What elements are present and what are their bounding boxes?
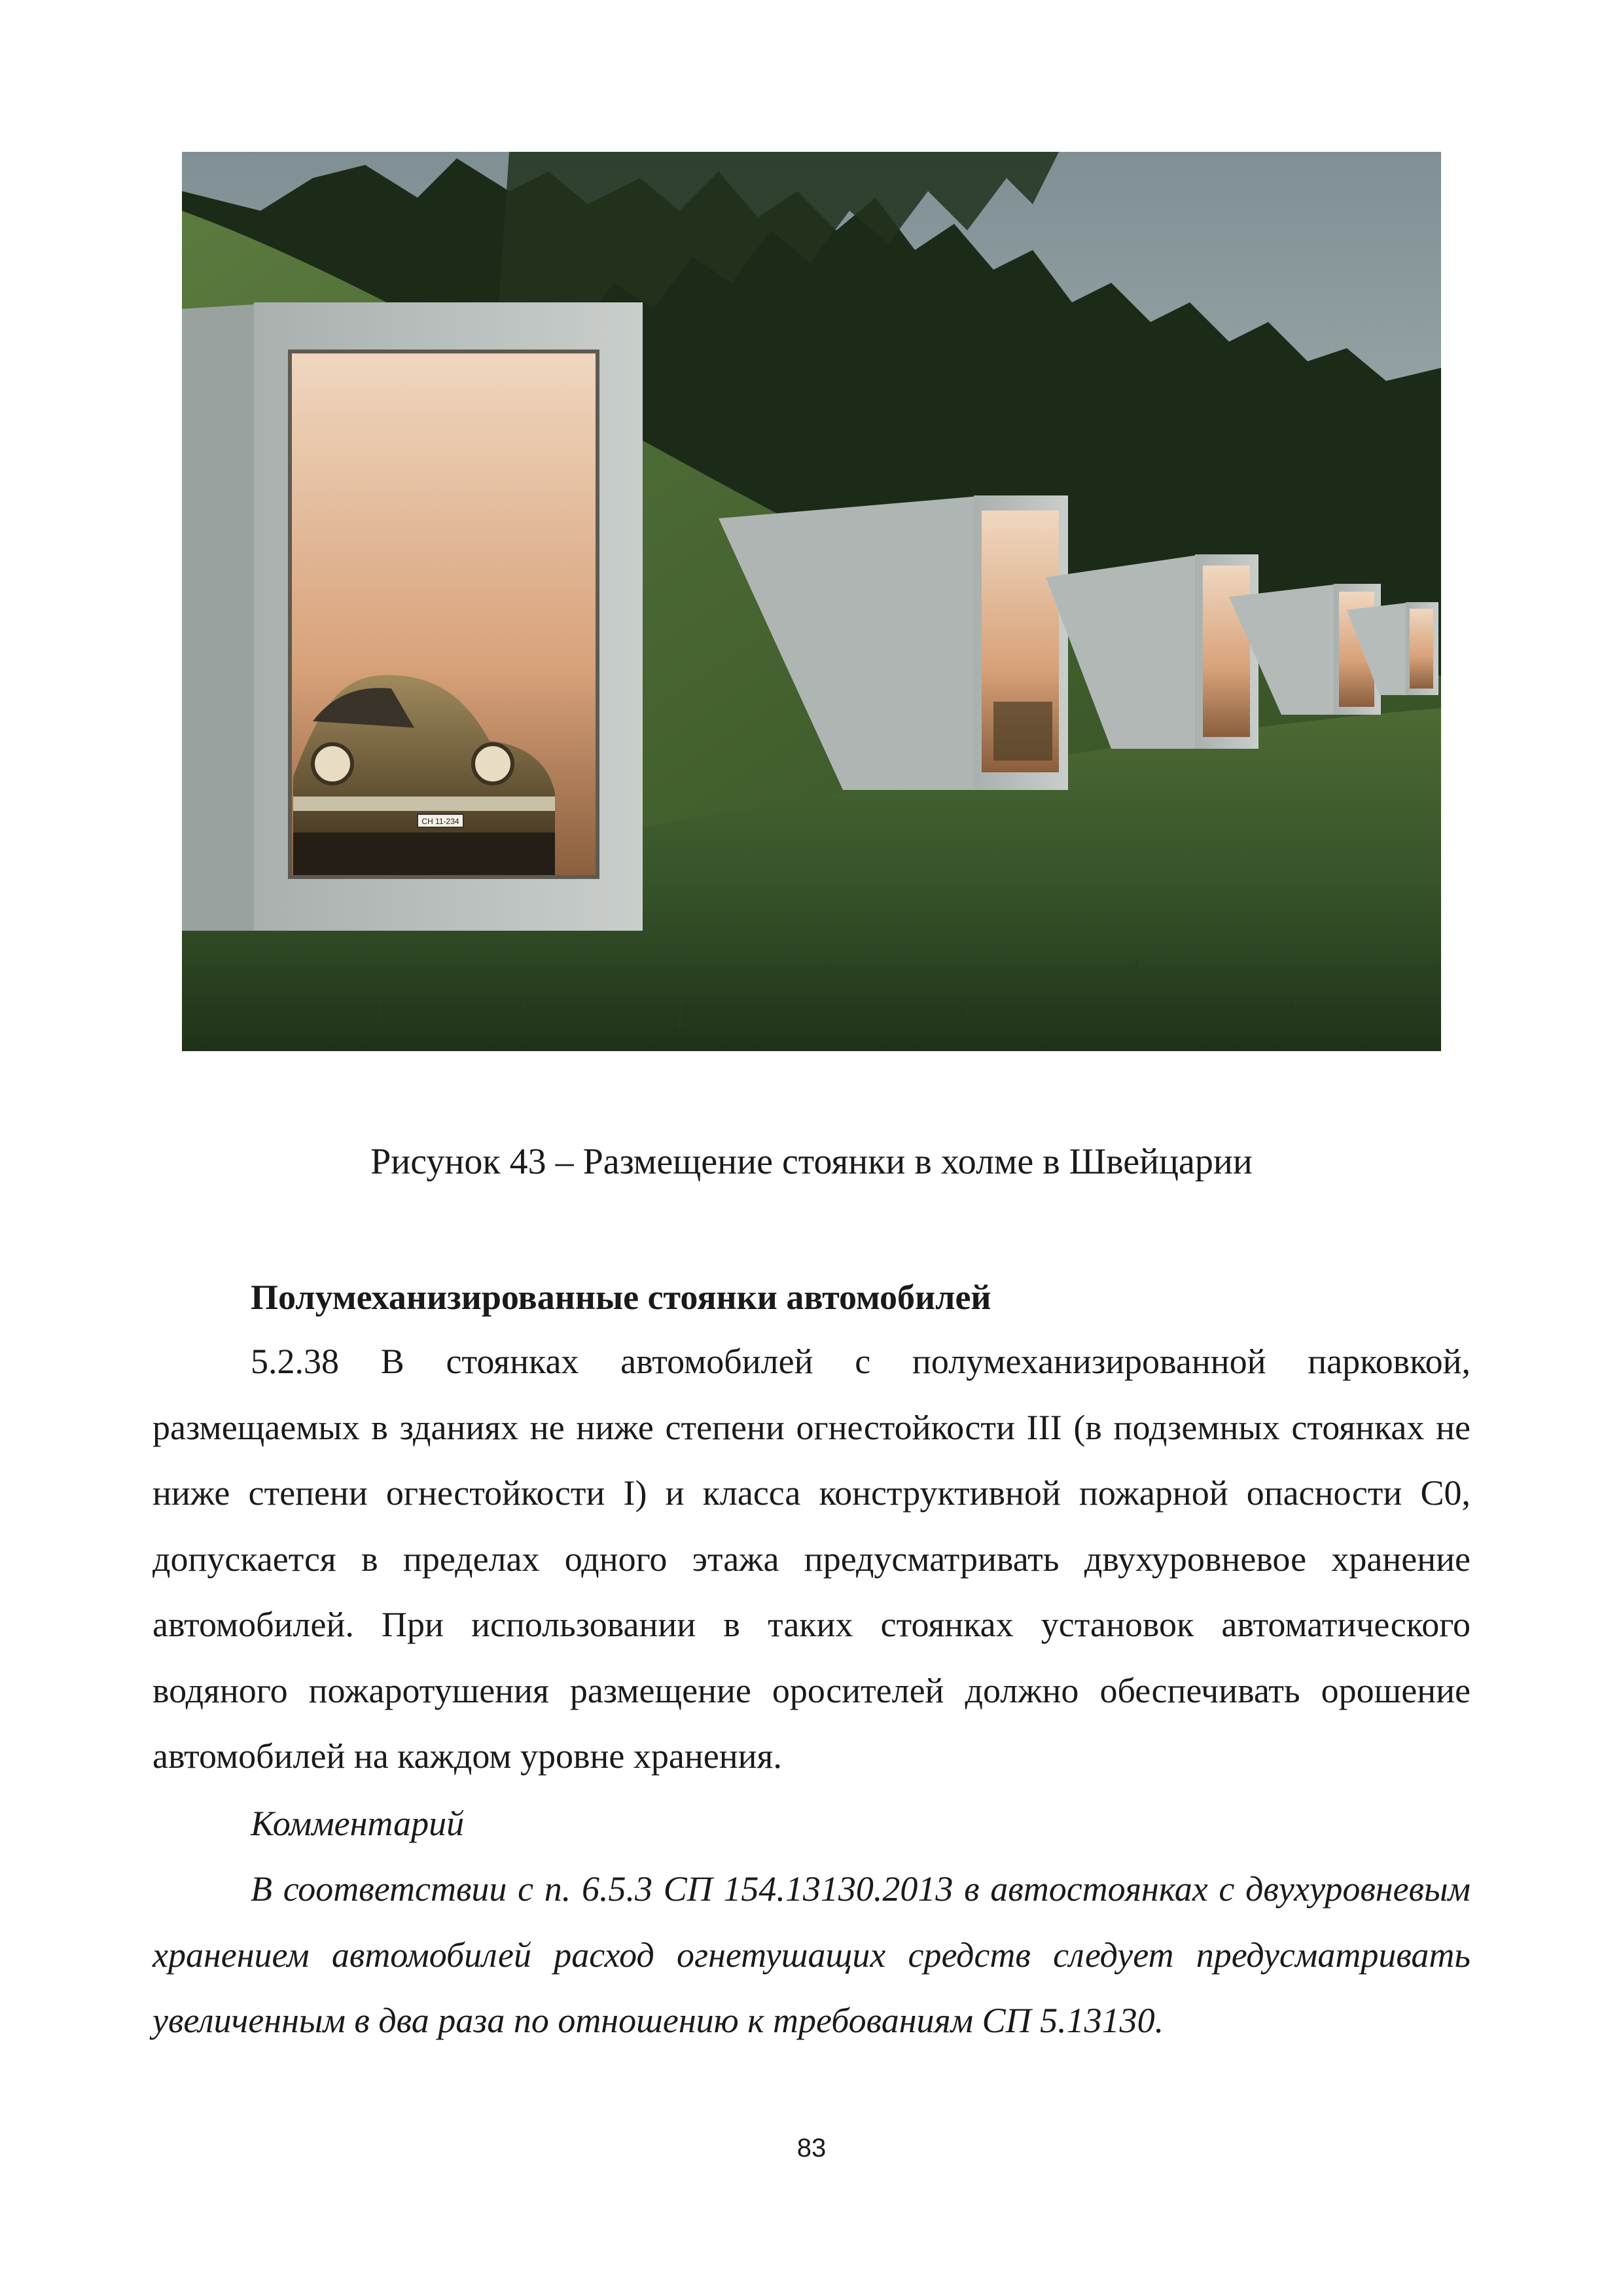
figure-photo	[182, 152, 1441, 1051]
comment-paragraph: В соответствии с п. 6.5.3 СП 154.13130.2013 в автостоянках с двухуровневым хранением автомобилей расход огнетушащих средств следует предусматривать увеличенным в два раза по отношению к требованиям СП 5.13130.	[152, 1869, 1471, 2040]
license-plate-text: CH 11-234	[421, 817, 459, 826]
body-paragraph: 5.2.38 В стоянках автомобилей с полумеханизированной парковкой, размещаемых в зданиях не ниже степени огнестойкости III (в подземных стоянках не ниже степени огнестойкости I) и класса конструктивной пожарной опасности С0, допускается в пределах одного этажа предусматривать двухуровневое хранение автомобилей. При использовании в таких стоянках установок автоматического водяного пожаротушения размещение оросителей должно обеспечивать орошение автомобилей на каждом уровне хранения.	[152, 1342, 1471, 1776]
page-number: 83	[796, 2134, 827, 2162]
section-heading: Полумеханизированные стоянки автомобилей	[251, 1278, 991, 1317]
figure-caption: Рисунок 43 – Размещение стоянки в холме в Швейцарии	[370, 1141, 1253, 1182]
garage-box-1	[182, 302, 643, 931]
parking-hill-photo	[182, 152, 1441, 1051]
comment-label: Комментарий	[251, 1804, 465, 1843]
